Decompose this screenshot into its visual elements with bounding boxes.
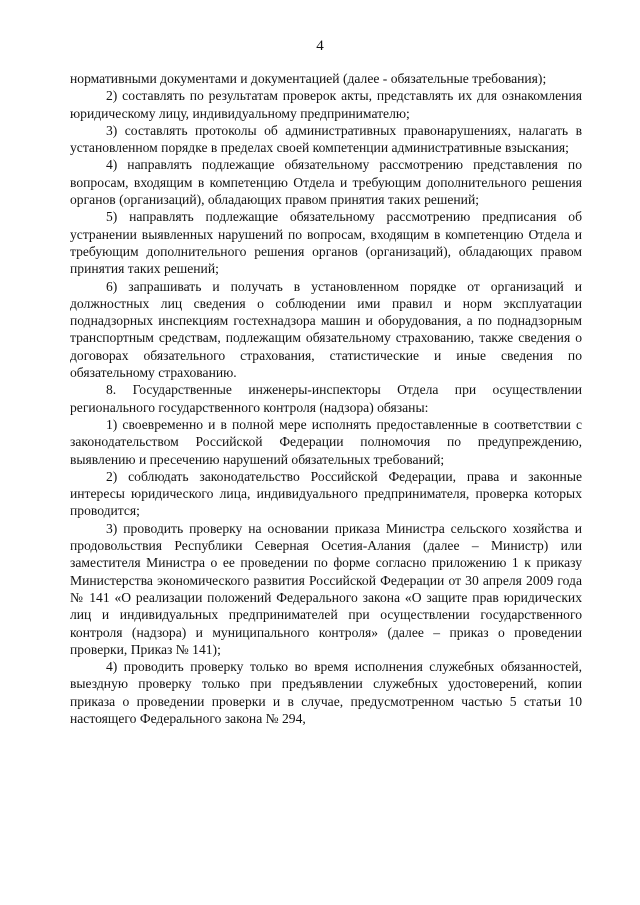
paragraph-item-6: 6) запрашивать и получать в установленном порядке от организаций и должностных лиц сведения о соблюдении ими правил и норм эксплуатации поднадзорных инспекциям гостехнадзора машин и оборудования, а по поднадзорным транспортным средствам, подлежащим обязательному страхованию, также сведения о договорах обязательного страхования, статистические и иные сведения по обязательному страхованию. xyxy=(70,278,582,381)
page-number: 4 xyxy=(316,38,324,54)
document-body xyxy=(70,70,582,727)
paragraph-obligation-3: 3) проводить проверку на основании приказа Министра сельского хозяйства и продовольствия Республики Северная Осетия-Алания (далее – Министр) или заместителя Министра о ее проведении по форме согласно приложению 1 к приказу Министерства экономического развития Российской Федерации от 30 апреля 2009 года № 141 «О реализации положений Федерального закона «О защите прав юридических лиц и индивидуальных предпринимателей при осуществлении государственного контроля (надзора) и муниципального контроля» (далее – приказ о проведении проверки, Приказ № 141); xyxy=(70,520,582,657)
paragraph-obligation-1: 1) своевременно и в полной мере исполнять предоставленные в соответствии с законодательством Российской Федерации полномочия по предупреждению, выявлению и пресечению нарушений обязательных требований; xyxy=(70,416,582,467)
paragraph-item-5: 5) направлять подлежащие обязательному рассмотрению предписания об устранении выявленных нарушений по вопросам, входящим в компетенцию Отдела и требующим дополнительного решения органов (организаций), обладающих правом принятия таких решений; xyxy=(70,209,582,277)
paragraph-section-8: 8. Государственные инженеры-инспекторы Отдела при осуществлении регионального государственного контроля (надзора) обязаны: xyxy=(70,382,582,415)
paragraph-continuation: нормативными документами и документацией (далее - обязательные требования); xyxy=(70,71,547,86)
paragraph-obligation-4: 4) проводить проверку только во время исполнения служебных обязанностей, выездную проверку только при предъявлении служебных удостоверений, копии приказа о проведении проверки и в случае, предусмотренном частью 5 статьи 10 настоящего Федерального закона № 294, xyxy=(70,659,582,726)
paragraph-item-3: 3) составлять протоколы об административных правонарушениях, налагать в установленном порядке в пределах своей компетенции административные взыскания; xyxy=(70,122,582,156)
paragraph-item-2: 2) составлять по результатам проверок акты, представлять их для ознакомления юридическому лицу, индивидуальному предпринимателю; xyxy=(70,88,582,121)
paragraph-obligation-2: 2) соблюдать законодательство Российской Федерации, права и законные интересы юридического лица, индивидуального предпринимателя, проверка которых проводится; xyxy=(70,468,582,519)
paragraph-item-4: 4) направлять подлежащие обязательному рассмотрению представления по вопросам, входящим в компетенцию Отдела и требующим дополнительного решения органов (организаций), обладающих правом принятия таких решений; xyxy=(70,157,582,208)
